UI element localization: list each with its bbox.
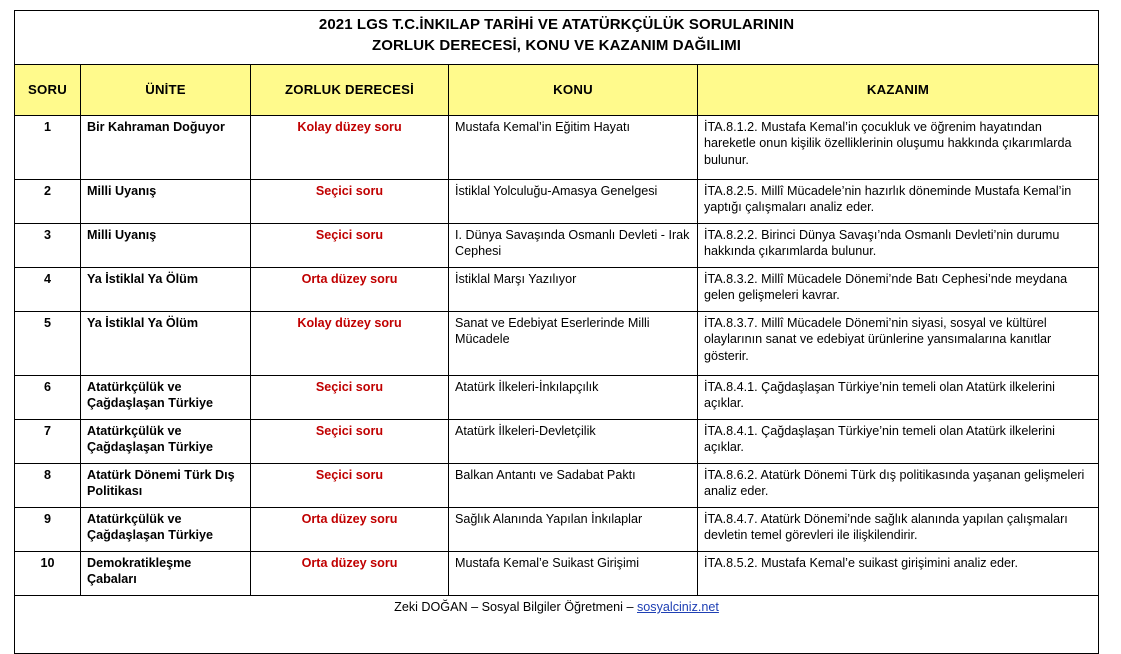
footer-credit-text: Zeki DOĞAN – Sosyal Bilgiler Öğretmeni – [394,600,637,614]
cell-unite: Atatürkçülük ve Çağdaşlaşan Türkiye [81,376,251,420]
cell-konu: Sanat ve Edebiyat Eserlerinde Milli Mücadele [449,312,698,376]
cell-kazanim: İTA.8.5.2. Mustafa Kemal’e suikast girişimini analiz eder. [698,552,1099,596]
table-row [15,180,1099,224]
cell-kazanim: İTA.8.4.1. Çağdaşlaşan Türkiye’nin temeli olan Atatürk ilkelerini açıklar. [698,420,1099,464]
title-line-1: 2021 LGS T.C.İNKILAP TARİHİ VE ATATÜRKÇÜLÜK SORULARININ [318,16,795,33]
footer-row [15,596,1099,654]
cell-unite: Milli Uyanış [81,180,251,224]
cell-soru: 9 [15,508,81,552]
cell-soru: 5 [15,312,81,376]
title-line-2: ZORLUK DERECESİ, KONU VE KAZANIM DAĞILIMI [371,37,742,55]
table-row [15,116,1099,180]
cell-kazanim: İTA.8.2.2. Birinci Dünya Savaşı’nda Osmanlı Devleti’nin durumu hakkında çıkarımlarda bulunur. [698,224,1099,268]
cell-soru: 2 [15,180,81,224]
cell-unite: Milli Uyanış [81,224,251,268]
cell-zorluk: Kolay düzey soru [251,312,449,376]
cell-kazanim: İTA.8.3.2. Millî Mücadele Dönemi’nde Batı Cephesi’nde meydana gelen gelişmeleri kavrar. [698,268,1099,312]
cell-zorluk: Orta düzey soru [251,552,449,596]
cell-konu: Sağlık Alanında Yapılan İnkılaplar [449,508,698,552]
table-row [15,268,1099,312]
cell-unite: Atatürkçülük ve Çağdaşlaşan Türkiye [81,508,251,552]
cell-zorluk: Kolay düzey soru [251,116,449,180]
cell-kazanim: İTA.8.6.2. Atatürk Dönemi Türk dış politikasında yaşanan gelişmeleri analiz eder. [698,464,1099,508]
cell-konu: Mustafa Kemal’in Eğitim Hayatı [449,116,698,180]
cell-soru: 1 [15,116,81,180]
distribution-table [14,10,1099,654]
column-header-zorluk: ZORLUK DERECESİ [251,65,449,116]
cell-unite: Bir Kahraman Doğuyor [81,116,251,180]
footer-website-link[interactable]: sosyalciniz.net [637,600,719,614]
cell-zorluk: Seçici soru [251,224,449,268]
cell-kazanim: İTA.8.4.7. Atatürk Dönemi’nde sağlık alanında yapılan çalışmaları devletin temel görevleri ile ilişkilendirir. [698,508,1099,552]
cell-zorluk: Seçici soru [251,420,449,464]
cell-konu: Atatürk İlkeleri-İnkılapçılık [449,376,698,420]
cell-soru: 7 [15,420,81,464]
cell-unite: Demokratikleşme Çabaları [81,552,251,596]
column-header-unite: ÜNİTE [81,65,251,116]
column-header-konu: KONU [449,65,698,116]
title-row [15,11,1099,65]
column-header-soru: SORU [15,65,81,116]
cell-soru: 3 [15,224,81,268]
table-row [15,508,1099,552]
table-row [15,552,1099,596]
cell-soru: 6 [15,376,81,420]
cell-kazanim: İTA.8.4.1. Çağdaşlaşan Türkiye’nin temeli olan Atatürk ilkelerini açıklar. [698,376,1099,420]
cell-zorluk: Seçici soru [251,464,449,508]
cell-unite: Ya İstiklal Ya Ölüm [81,312,251,376]
document-title [15,11,1099,65]
cell-kazanim: İTA.8.1.2. Mustafa Kemal’in çocukluk ve öğrenim hayatından hareketle onun kişilik özelliklerinin oluşumu hakkında çıkarımlarda bulunur. [698,116,1099,180]
cell-kazanim: İTA.8.3.7. Millî Mücadele Dönemi’nin siyasi, sosyal ve kültürel olaylarının sanat ve edebiyat ürünlerine yansımalarına kanıtlar gösterir. [698,312,1099,376]
table-row [15,464,1099,508]
cell-soru: 8 [15,464,81,508]
column-header-kazanim: KAZANIM [698,65,1099,116]
cell-soru: 10 [15,552,81,596]
cell-unite: Ya İstiklal Ya Ölüm [81,268,251,312]
table-header-row [15,65,1099,116]
cell-konu: Atatürk İlkeleri-Devletçilik [449,420,698,464]
cell-konu: I. Dünya Savaşında Osmanlı Devleti - Irak Cephesi [449,224,698,268]
cell-konu: Balkan Antantı ve Sadabat Paktı [449,464,698,508]
cell-konu: Mustafa Kemal’e Suikast Girişimi [449,552,698,596]
cell-konu: İstiklal Yolculuğu-Amasya Genelgesi [449,180,698,224]
table-row [15,376,1099,420]
cell-konu: İstiklal Marşı Yazılıyor [449,268,698,312]
cell-zorluk: Orta düzey soru [251,268,449,312]
cell-soru: 4 [15,268,81,312]
cell-zorluk: Orta düzey soru [251,508,449,552]
table-row [15,420,1099,464]
cell-zorluk: Seçici soru [251,180,449,224]
footer-credit [15,596,1099,654]
cell-unite: Atatürkçülük ve Çağdaşlaşan Türkiye [81,420,251,464]
cell-kazanim: İTA.8.2.5. Millî Mücadele’nin hazırlık döneminde Mustafa Kemal’in yaptığı çalışmaları analiz eder. [698,180,1099,224]
table-row [15,312,1099,376]
table-row [15,224,1099,268]
cell-zorluk: Seçici soru [251,376,449,420]
cell-unite: Atatürk Dönemi Türk Dış Politikası [81,464,251,508]
